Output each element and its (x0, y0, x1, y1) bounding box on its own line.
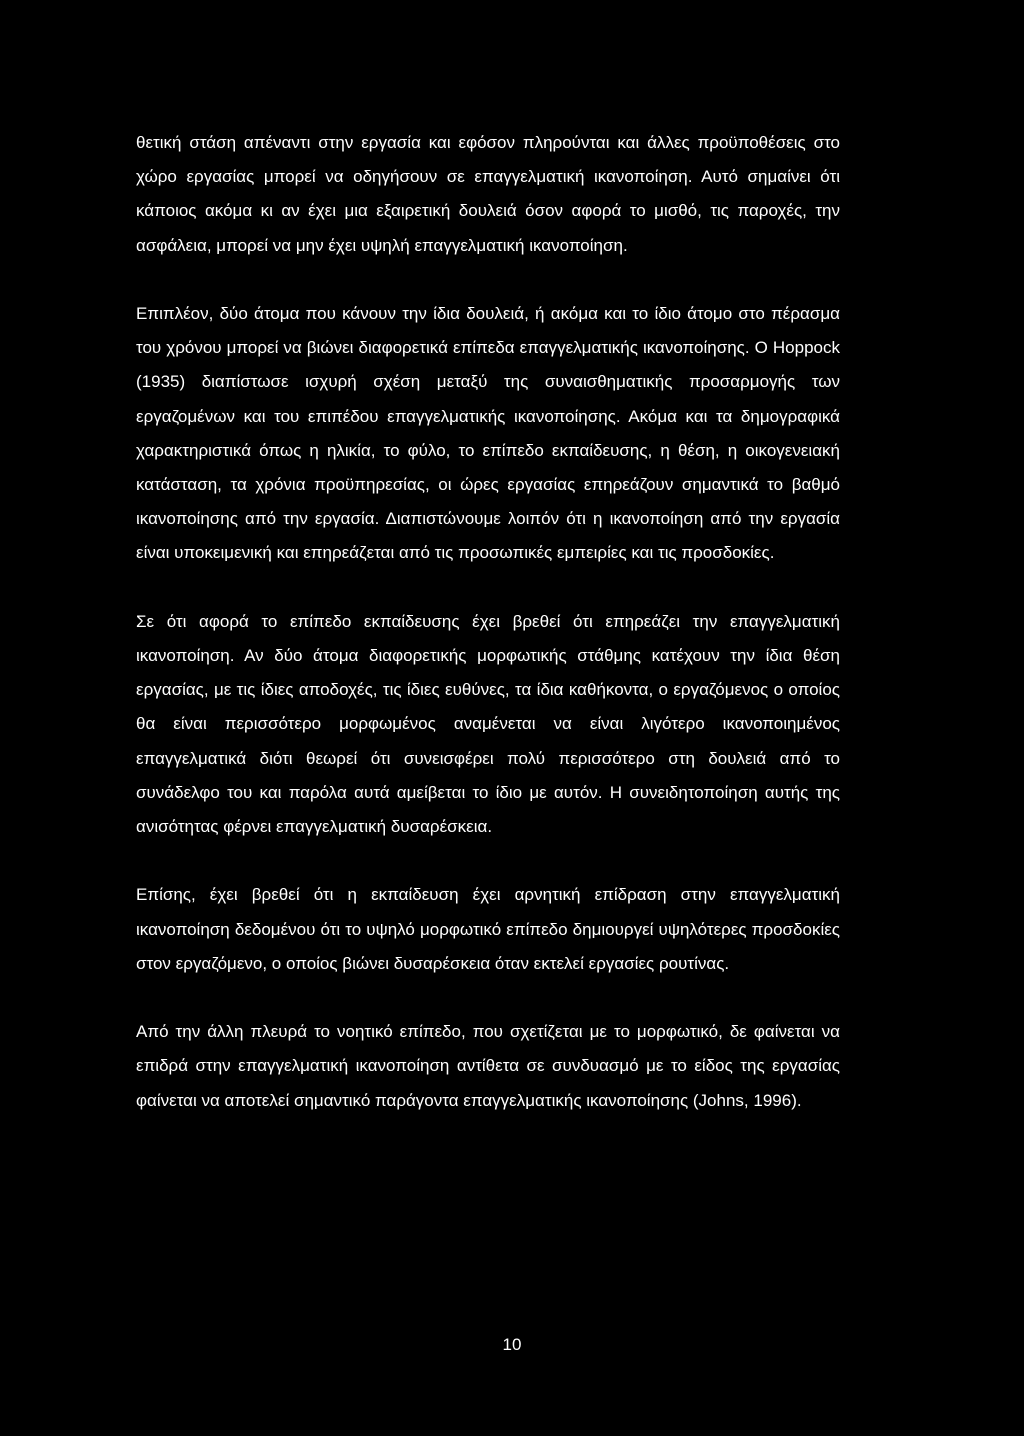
paragraph-4: Επίσης, έχει βρεθεί ότι η εκπαίδευση έχει αρνητική επίδραση στην επαγγελματική ικανοποίηση δεδομένου ότι το υψηλό μορφωτικό επίπεδο δημιουργεί υψηλότερες προσδοκίες στον εργαζόμενο, ο οποίος βιώνει δυσαρέσκεια όταν εκτελεί εργασίες ρουτίνας. (136, 885, 840, 973)
paragraph-3: Σε ότι αφορά το επίπεδο εκπαίδευσης έχει βρεθεί ότι επηρεάζει την επαγγελματική ικανοποίηση. Αν δύο άτομα διαφορετικής μορφωτικής στάθμης κατέχουν την ίδια θέση εργασίας, με τις ίδιες αποδοχές, τις ίδιες ευθύνες, τα ίδια καθήκοντα, ο εργαζόμενος ο οποίος θα είναι περισσότερο μορφωμένος αναμένεται να είναι λιγότερο ικανοποιημένος επαγγελματικά διότι θεωρεί ότι συνεισφέρει πολύ περισσότερο στη δουλειά από το συνάδελφο του και παρόλα αυτά αμείβεται το ίδιο με αυτόν. Η συνειδητοποίηση αυτής της ανισότητας φέρνει επαγγελματική δυσαρέσκεια. (136, 611, 840, 837)
paragraph-2: Επιπλέον, δύο άτομα που κάνουν την ίδια δουλειά, ή ακόμα και το ίδιο άτομο στο πέρασμα του χρόνου μπορεί να βιώνει διαφορετικά επίπεδα επαγγελματικής ικανοποίησης. Ο Hoppock (1935) διαπίστωσε ισχυρή σχέση μεταξύ της συναισθηματικής προσαρμογής των εργαζομένων και του επιπέδου επαγγελματικής ικανοποίησης. Ακόμα και τα δημογραφικά χαρακτηριστικά όπως η ηλικία, το φύλο, το επίπεδο εκπαίδευσης, η θέση, η οικογενειακή κατάσταση, τα χρόνια προϋπηρεσίας, οι ώρες εργασίας επηρεάζουν σημαντικά το βαθμό ικανοποίησης από την εργασία. Διαπιστώνουμε λοιπόν ότι η ικανοποίηση από την εργασία είναι υποκειμενική και επηρεάζεται από τις προσωπικές εμπειρίες και τις προσδοκίες. (136, 304, 840, 563)
page-number: 10 (502, 1335, 522, 1354)
body-text (136, 126, 840, 1118)
paragraph-1: θετική στάση απέναντι στην εργασία και εφόσον πληρούνται και άλλες προϋποθέσεις στο χώρο εργασίας μπορεί να οδηγήσουν σε επαγγελματική ικανοποίηση. Αυτό σημαίνει ότι κάποιος ακόμα κι αν έχει μια εξαιρετική δουλειά όσον αφορά το μισθό, τις παροχές, την ασφάλεια, μπορεί να μην έχει υψηλή επαγγελματική ικανοποίηση. (136, 133, 840, 255)
paragraph-5: Από την άλλη πλευρά το νοητικό επίπεδο, που σχετίζεται με το μορφωτικό, δε φαίνεται να επιδρά στην επαγγελματική ικανοποίηση αντίθετα σε συνδυασμό με το είδος της εργασίας φαίνεται να αποτελεί σημαντικό παράγοντα επαγγελματικής ικανοποίησης (Johns, 1996). (136, 1022, 840, 1110)
